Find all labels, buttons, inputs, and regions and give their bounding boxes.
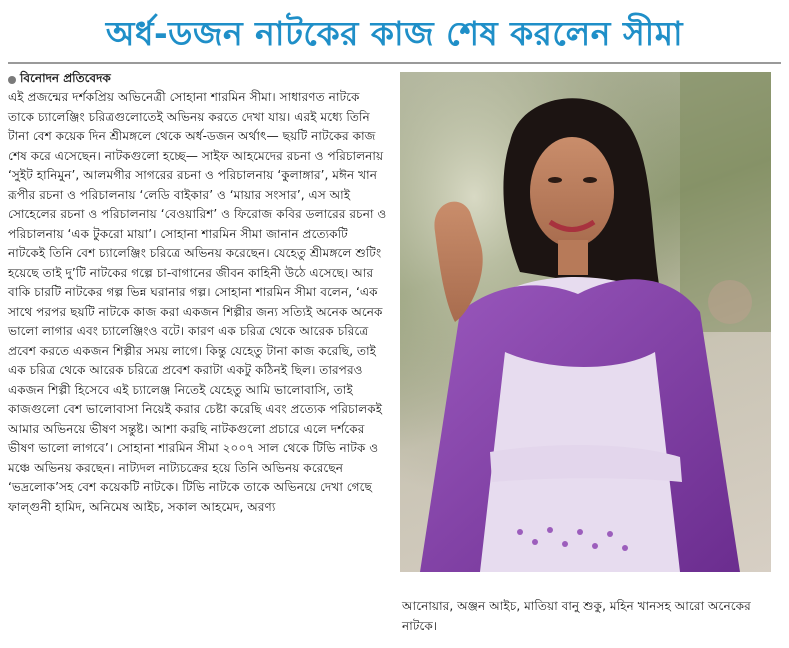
continuation-text: আনোয়ার, অঞ্জন আইচ, মাতিয়া বানু শুকু, মহিন খানসহ আরো অনেকের নাটকে। (402, 599, 751, 633)
article-body (8, 88, 388, 517)
headline: অর্ধ-ডজন নাটকের কাজ শেষ করলেন সীমা (105, 14, 684, 53)
article-photo (400, 72, 771, 572)
byline (8, 70, 111, 90)
byline-label: বিনোদন প্রতিবেদক (20, 71, 111, 85)
article-continuation (402, 597, 774, 636)
portrait-illustration (400, 72, 771, 572)
article-paragraph: এই প্রজন্মের দর্শকপ্রিয় অভিনেত্রী সোহানা শারমিন সীমা। সাধারণত নাটকে তাকে চ্যালেঞ্জিং চরিত্রগুলোতেই অভিনয় করতে দেখা যায়। এরই মধ্যে তিনি টানা বেশ কয়েক দিন শ্রীমঙ্গলে থেকে অর্ধ-ডজন অর্থাৎ— ছয়টি নাটকের কাজ শেষ করে এসেছেন। নাটকগুলো হচ্ছে— সাইফ আহমেদের রচনা ও পরিচালনায় ‘সুইট হানিমুন’, আলমগীর সাগরের রচনা ও পরিচালনায় ‘কুলাঙ্গার’, মঈন খান রূপীর রচনা ও পরিচালনায় ‘লেডি বাইকার’ ও ‘মায়ার সংসার’, এস আই সোহেলের রচনা ও পরিচালনায় ‘বেওয়ারিশ’ ও ফিরোজ কবির ডলারের রচনা ও পরিচালনায় ‘এক টুকরো মায়া’। সোহানা শারমিন সীমা জানান প্রত্যেকটি নাটকেই তিনি বেশ চ্যালেঞ্জিং চরিত্রে অভিনয় করেছেন। যেহেতু শ্রীমঙ্গলে শুটিং হয়েছে তাই দু’টি নাটকের গল্পে চা-বাগানের জীবন কাহিনী উঠে এসেছে। আর বাকি চারটি নাটকের গল্প ভিন্ন ঘরানার গল্প। সোহানা শারমিন সীমা বলেন, ‘এক সাথে পরপর ছয়টি নাটকে কাজ করা একজন শিল্পীর জন্য সত্যিই অনেক অনেক ভালো লাগার এবং চ্যালেঞ্জিংও বটে। কারণ এক চরিত্র থেকে আরেক চরিত্রে প্রবেশ করতে একজন শিল্পীর সময় লাগে। কিন্তু যেহেতু টানা কাজ করেছি, তাই এক চরিত্র থেকে আরেক চরিত্রে প্রবেশ করাটা একটু কঠিনই ছিল। তারপরও একজন শিল্পী হিসেবে এই চ্যালেঞ্জ নিতেই যেহেতু আমি ভালোবাসি, তাই কাজগুলো বেশ ভালোবাসা নিয়েই করার চেষ্টা করেছি এবং প্রত্যেক পরিচালকই আমার অভিনয়ে ভীষণ সন্তুষ্ট। আশা করছি নাটকগুলো প্রচারে এলে দর্শকের ভীষণ ভালো লাগবে’। সোহানা শারমিন সীমা ২০০৭ সাল থেকে টিভি নাটক ও মঞ্চে অভিনয় করছেন। নাট্যদল নাট্যচক্রের হয়ে তিনি অভিনয় করেছেন ‘ভদ্রলোক’সহ বেশ কয়েকটি নাটকে। টিভি নাটকে তাকে অভিনয়ে দেখা গেছে ফাল্গুনী হামিদ, অনিমেষ আইচ, সকাল আহমেদ, অরণ্য (8, 90, 387, 514)
bullet-icon (8, 76, 16, 84)
headline-divider (8, 62, 781, 64)
